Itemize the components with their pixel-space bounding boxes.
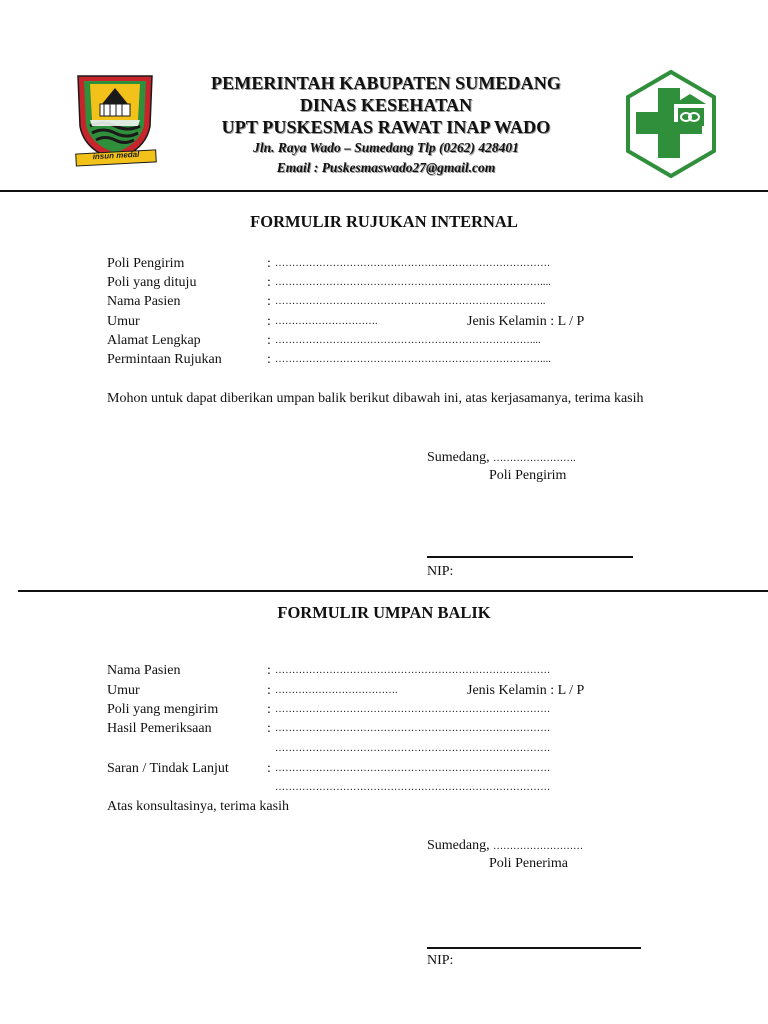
fill-in-blank[interactable]: ………………………………………………………………………: [275, 704, 551, 715]
field-label: Poli yang mengirim: [107, 702, 219, 717]
feedback-sign-role: Poli Penerima: [489, 856, 568, 871]
feedback-message: Atas konsultasinya, terima kasih: [107, 799, 289, 814]
field-label: Saran / Tindak Lanjut: [107, 761, 229, 776]
field-colon: :: [267, 314, 271, 329]
section-divider: [18, 590, 768, 592]
field-colon: :: [267, 256, 271, 271]
field-label: Permintaan Rujukan: [107, 352, 222, 367]
field-colon: :: [267, 352, 271, 367]
gender-field[interactable]: Jenis Kelamin : L / P: [467, 683, 585, 698]
sumedang-crest-icon: [70, 70, 160, 170]
letterhead: [160, 72, 612, 178]
header-divider: [0, 190, 768, 192]
fill-in-blank[interactable]: ………………………………………………………………………: [275, 763, 551, 774]
signature-line[interactable]: [427, 556, 633, 558]
fill-in-blank[interactable]: …………………………………………………………………....: [275, 335, 541, 346]
field-colon: :: [267, 721, 271, 736]
field-label: Umur: [107, 314, 140, 329]
referral-nip: NIP:: [427, 564, 454, 579]
referral-sign-place: [427, 448, 576, 468]
field-colon: :: [267, 275, 271, 290]
field-label: Umur: [107, 683, 140, 698]
feedback-sign-place: [427, 836, 583, 856]
fill-in-blank[interactable]: ………………………………………………………………………: [275, 723, 551, 734]
sign-city-label: Sumedang,: [427, 450, 490, 465]
sign-city-label: Sumedang,: [427, 838, 490, 853]
field-colon: :: [267, 294, 271, 309]
field-colon: :: [267, 663, 271, 678]
field-label: Hasil Pemeriksaan: [107, 721, 212, 736]
field-colon: :: [267, 333, 271, 348]
header-address: Jln. Raya Wado – Sumedang Tlp (0262) 428401: [253, 140, 519, 155]
field-label: Poli Pengirim: [107, 256, 185, 271]
field-colon: :: [267, 761, 271, 776]
feedback-form-title: FORMULIR UMPAN BALIK: [277, 603, 491, 622]
fill-in-blank[interactable]: ……………………………………………………………………....: [275, 354, 551, 365]
referral-sign-role: Poli Pengirim: [489, 468, 567, 483]
sign-date-blank[interactable]: ………………………: [493, 841, 584, 852]
field-label: Nama Pasien: [107, 294, 181, 309]
field-label: Nama Pasien: [107, 663, 181, 678]
header-government: PEMERINTAH KABUPATEN SUMEDANG: [211, 73, 561, 93]
field-label: Alamat Lengkap: [107, 333, 201, 348]
fill-in-blank[interactable]: ………………………………………………………………………: [275, 743, 551, 754]
field-colon: :: [267, 702, 271, 717]
feedback-nip: NIP:: [427, 953, 454, 968]
fill-in-blank[interactable]: ………………………………………………………………………: [275, 782, 551, 793]
field-colon: :: [267, 683, 271, 698]
crest-motto: insun medal: [92, 149, 140, 162]
header-department: DINAS KESEHATAN: [299, 95, 473, 115]
signature-line[interactable]: [427, 947, 641, 949]
fill-in-blank[interactable]: ………………………………………………………………………: [275, 665, 551, 676]
fill-in-blank[interactable]: ………………………………………………………………………: [275, 258, 551, 269]
puskesmas-cross-icon: [622, 68, 720, 180]
header-email: Email : Puskesmaswado27@gmail.com: [276, 160, 496, 175]
fill-in-blank[interactable]: ………………………….: [275, 316, 378, 327]
sign-date-blank[interactable]: …………………….: [493, 453, 576, 464]
referral-form-title: FORMULIR RUJUKAN INTERNAL: [250, 212, 518, 231]
gender-field[interactable]: Jenis Kelamin : L / P: [467, 314, 585, 329]
referral-message: Mohon untuk dapat diberikan umpan balik berikut dibawah ini, atas kerjasamanya, terima kasih: [107, 391, 644, 406]
field-label: Poli yang dituju: [107, 275, 197, 290]
fill-in-blank[interactable]: ……………………………………………………………………....: [275, 277, 551, 288]
fill-in-blank[interactable]: ……………………………………………………………………..: [275, 296, 546, 307]
header-institution: UPT PUSKESMAS RAWAT INAP WADO: [221, 117, 551, 137]
fill-in-blank[interactable]: ……………………………….: [275, 685, 398, 696]
